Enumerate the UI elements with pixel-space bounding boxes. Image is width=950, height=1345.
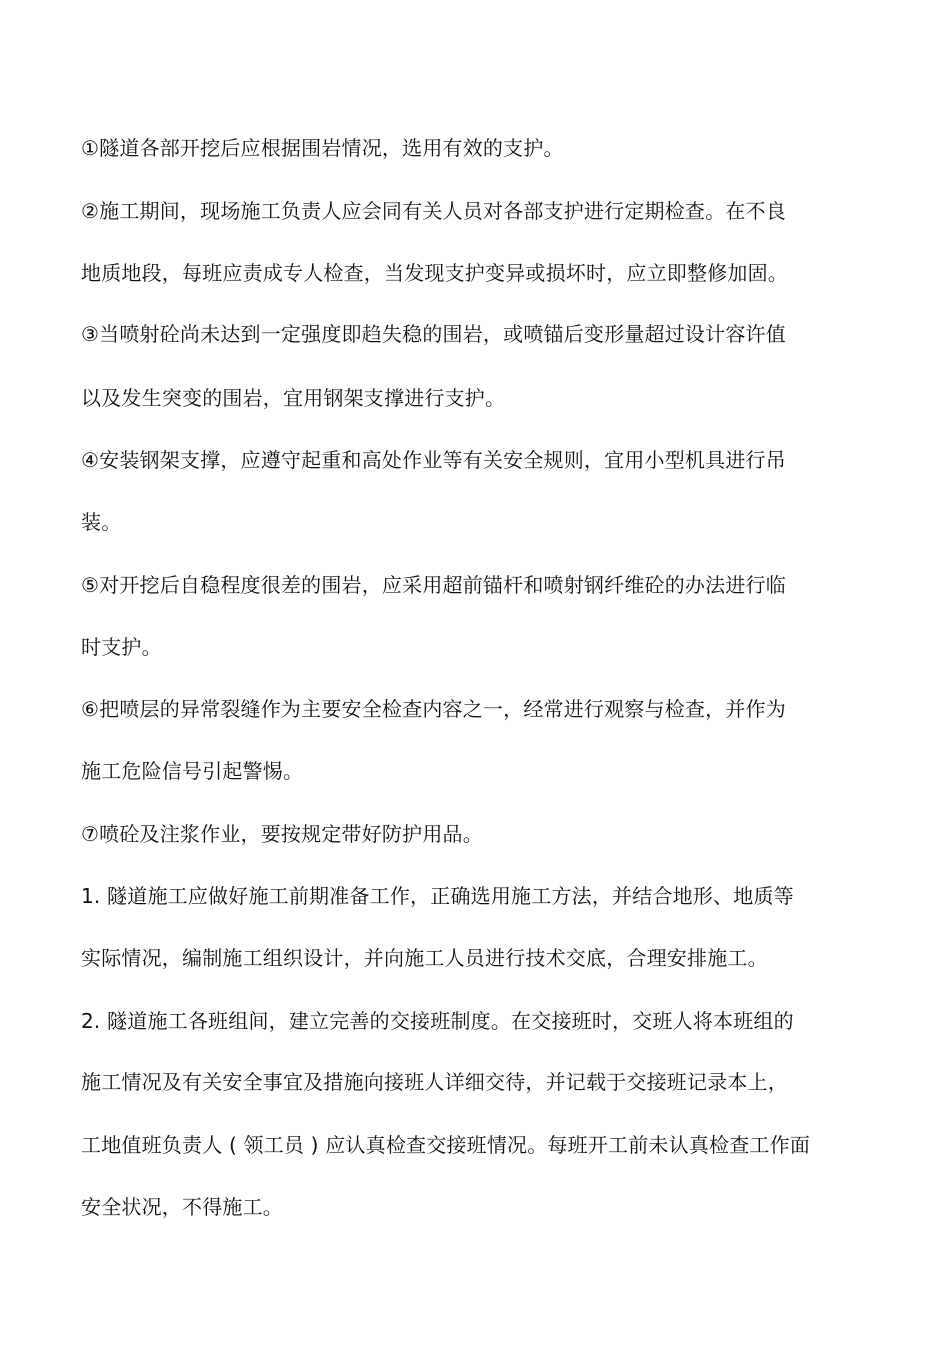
text-line-6: ④安装钢架支撑，应遵守起重和高处作业等有关安全规则，宜用小型机具进行吊 (81, 448, 786, 472)
text-line-1: ①隧道各部开挖后应根据围岩情况，选用有效的支护。 (81, 136, 564, 160)
text-line-16: 施工情况及有关安全事宜及措施向接班人详细交待，并记载于交接班记录本上， (81, 1070, 788, 1094)
text-line-13: 1. 隧道施工应做好施工前期准备工作，正确选用施工方法，并结合地形、地质等 (81, 884, 794, 908)
text-line-3: 地质地段，每班应责成专人检查，当发现支护变异或损坏时，应立即整修加固。 (81, 261, 788, 285)
text-line-10: ⑥把喷层的异常裂缝作为主要安全检查内容之一，经常进行观察与检查，并作为 (81, 697, 786, 721)
text-line-9: 时支护。 (81, 635, 162, 659)
text-line-18: 安全状况，不得施工。 (81, 1195, 283, 1219)
text-line-7: 装。 (81, 510, 122, 534)
text-line-14: 实际情况，编制施工组织设计，并向施工人员进行技术交底，合理安排施工。 (81, 946, 768, 970)
text-line-11: 施工危险信号引起警惕。 (81, 759, 304, 783)
text-line-2: ②施工期间，现场施工负责人应会同有关人员对各部支护进行定期检查。在不良 (81, 199, 786, 223)
text-line-5: 以及发生突变的围岩，宜用钢架支撑进行支护。 (81, 386, 506, 410)
text-line-8: ⑤对开挖后自稳程度很差的围岩，应采用超前锚杆和喷射钢纤维砼的办法进行临 (81, 573, 786, 597)
text-line-12: ⑦喷砼及注浆作业，要按规定带好防护用品。 (81, 822, 483, 846)
text-line-17: 工地值班负责人 ( 领工员 ) 应认真检查交接班情况。每班开工前未认真检查工作面 (81, 1133, 811, 1157)
text-line-4: ③当喷射砼尚未达到一定强度即趋失稳的围岩，或喷锚后变形量超过设计容许值 (81, 322, 786, 346)
text-line-15: 2. 隧道施工各班组间，建立完善的交接班制度。在交接班时，交班人将本班组的 (81, 1009, 794, 1033)
